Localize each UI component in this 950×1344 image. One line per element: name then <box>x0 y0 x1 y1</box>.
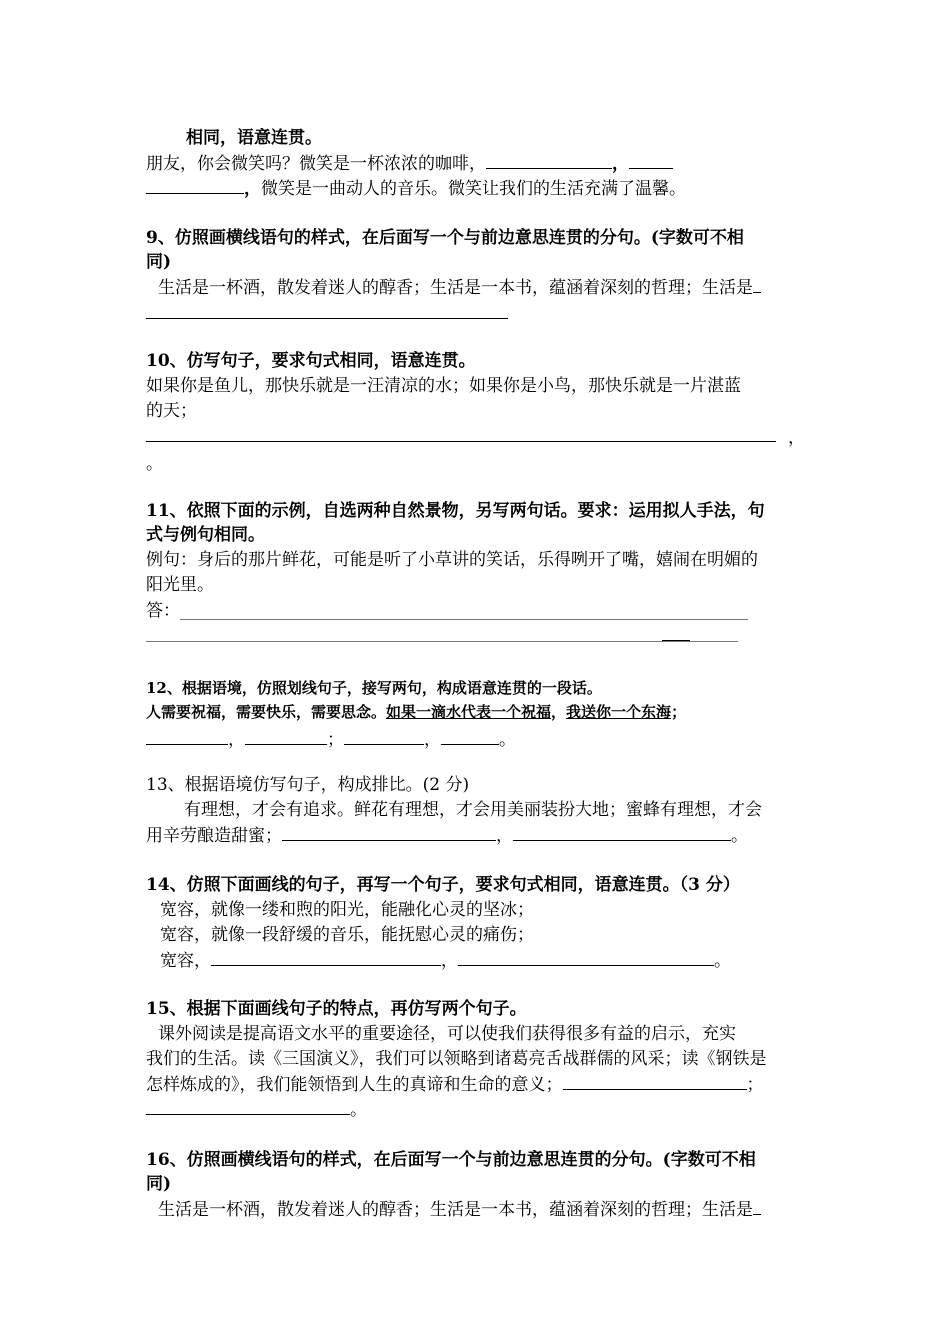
q12-comma-1: ， <box>228 730 245 750</box>
q8-title-tail: 相同，语意连贯。 <box>186 128 322 148</box>
q16-body-text: 生活是一杯酒，散发着迷人的醇香；生活是一本书，蕴涵着深刻的哲理；生活是 <box>158 1200 753 1220</box>
q13-body-line1: 有理想，才会有追求。鲜花有理想，才会用美丽装扮大地；蜜蜂有理想，才会 <box>184 800 762 820</box>
q16-body <box>158 1197 761 1222</box>
q8-line2-text: 微笑是一曲动人的音乐。微笑让我们的生活充满了温馨。 <box>261 179 686 199</box>
q14-title: 14、仿照下面画线的句子，再写一个句子，要求句式相同，语意连贯。（3 分） <box>146 875 740 895</box>
q12-context <box>146 700 686 724</box>
q11-answer-label: 答： <box>146 601 180 621</box>
q13-body-line2 <box>146 823 748 848</box>
q11-title-line1: 11、依照下面的示例，自选两种自然景物，另写两句话。要求：运用拟人手法，句 <box>146 501 765 521</box>
q13-blank-2[interactable] <box>513 823 731 841</box>
q12-underlined-2: 我送你一个东海 <box>566 703 672 721</box>
q9-body-text: 生活是一杯酒，散发着迷人的醇香；生活是一本书，蕴涵着深刻的哲理；生活是 <box>158 278 753 298</box>
q14-line3-text: 宽容， <box>160 951 211 971</box>
q10-period: 。 <box>146 454 163 474</box>
q16-blank-start[interactable] <box>753 1197 761 1215</box>
q14-line2: 宽容，就像一段舒缓的音乐，能抚慰心灵的痛伤； <box>160 925 534 945</box>
q10-comma: ， <box>788 428 805 448</box>
q12-sep: ， <box>551 703 567 721</box>
q12-blank-1[interactable] <box>146 727 228 745</box>
q12-comma-3: ， <box>424 730 441 750</box>
q11-example-line2: 阳光里。 <box>146 575 214 595</box>
q9-body <box>158 275 761 300</box>
q11-title-line2: 式与例句相同。 <box>146 525 265 545</box>
q8-line1 <box>146 151 673 176</box>
q9-title-line2: 同) <box>146 252 172 272</box>
q14-blank-2[interactable] <box>458 948 714 966</box>
q12-semicolon-2: ； <box>327 730 344 750</box>
q12-semicolon: ； <box>671 703 687 721</box>
q12-blank-2[interactable] <box>245 727 327 745</box>
q8-line2 <box>146 176 686 201</box>
q12-blank-4[interactable] <box>441 727 499 745</box>
q9-blank-start[interactable] <box>753 275 761 293</box>
q14-period: 。 <box>714 951 731 971</box>
q11-answer-line-1[interactable] <box>180 619 748 620</box>
q11-answer-mark <box>662 640 690 641</box>
q15-body-line3-text: 怎样炼成的》，我们能领悟到人生的真谛和生命的意义； <box>146 1075 563 1095</box>
q15-title: 15、根据下面画线句子的特点，再仿写两个句子。 <box>146 999 527 1019</box>
q11-example-line1: 例句：身后的那片鲜花，可能是听了小草讲的笑话，乐得咧开了嘴，嬉闹在明媚的 <box>146 550 758 570</box>
q12-period: 。 <box>499 730 516 750</box>
q15-body-line3 <box>146 1072 764 1097</box>
q11-answer-line-2[interactable] <box>146 641 738 642</box>
q12-blank-3[interactable] <box>344 727 424 745</box>
q10-body-line1: 如果你是鱼儿，那快乐就是一汪清凉的水；如果你是小鸟，那快乐就是一片湛蓝 <box>146 376 741 396</box>
q16-title-line2: 同) <box>146 1174 172 1194</box>
q15-blank-2[interactable] <box>146 1097 350 1115</box>
q12-answer-row <box>146 727 516 752</box>
q13-comma: ， <box>496 826 513 846</box>
q10-body-line2: 的天； <box>146 401 197 421</box>
q13-period: 。 <box>731 826 748 846</box>
q14-line1: 宽容，就像一缕和煦的阳光，能融化心灵的坚冰； <box>160 900 534 920</box>
q15-body-line1: 课外阅读是提高语文水平的重要途径，可以使我们获得很多有益的启示，充实 <box>158 1024 736 1044</box>
q15-blank-1[interactable] <box>563 1072 747 1090</box>
q13-body-line2-text: 用辛劳酿造甜蜜； <box>146 826 282 846</box>
q14-comma: ， <box>441 951 458 971</box>
q12-title: 12、根据语境，仿照划线句子，接写两句，构成语意连贯的一段话。 <box>146 679 602 697</box>
q13-title: 13、根据语境仿写句子，构成排比。(2 分) <box>146 775 470 795</box>
q12-lead-text: 人需要祝福，需要快乐，需要思念。 <box>146 703 387 721</box>
q8-comma-1: ， <box>612 154 629 174</box>
q8-line1-text: 朋友，你会微笑吗？微笑是一杯浓浓的咖啡， <box>146 154 486 174</box>
q9-answer-line[interactable] <box>146 318 508 319</box>
q15-semicolon: ； <box>746 1075 764 1095</box>
q15-body-line2: 我们的生活。读《三国演义》，我们可以领略到诸葛亮舌战群儒的风采；读《钢铁是 <box>146 1049 767 1069</box>
q10-title: 10、仿写句子，要求句式相同，语意连贯。 <box>146 351 476 371</box>
q8-comma-2: ， <box>244 179 261 199</box>
q9-title-line1: 9、仿照画横线语句的样式，在后面写一个与前边意思连贯的分句。(字数可不相 <box>146 228 744 248</box>
q8-blank-3[interactable] <box>146 176 244 194</box>
q15-period: 。 <box>350 1100 367 1120</box>
q14-blank-1[interactable] <box>211 948 441 966</box>
q13-blank-1[interactable] <box>282 823 496 841</box>
q10-answer-line[interactable] <box>146 441 776 442</box>
q16-title-line1: 16、仿照画横线语句的样式，在后面写一个与前边意思连贯的分句。(字数可不相 <box>146 1150 756 1170</box>
q15-line4 <box>146 1097 367 1122</box>
q12-underlined-1: 如果一滴水代表一个祝福 <box>386 703 552 721</box>
q8-blank-2[interactable] <box>629 151 673 169</box>
q8-blank-1[interactable] <box>486 151 612 169</box>
q14-line3 <box>160 948 731 973</box>
